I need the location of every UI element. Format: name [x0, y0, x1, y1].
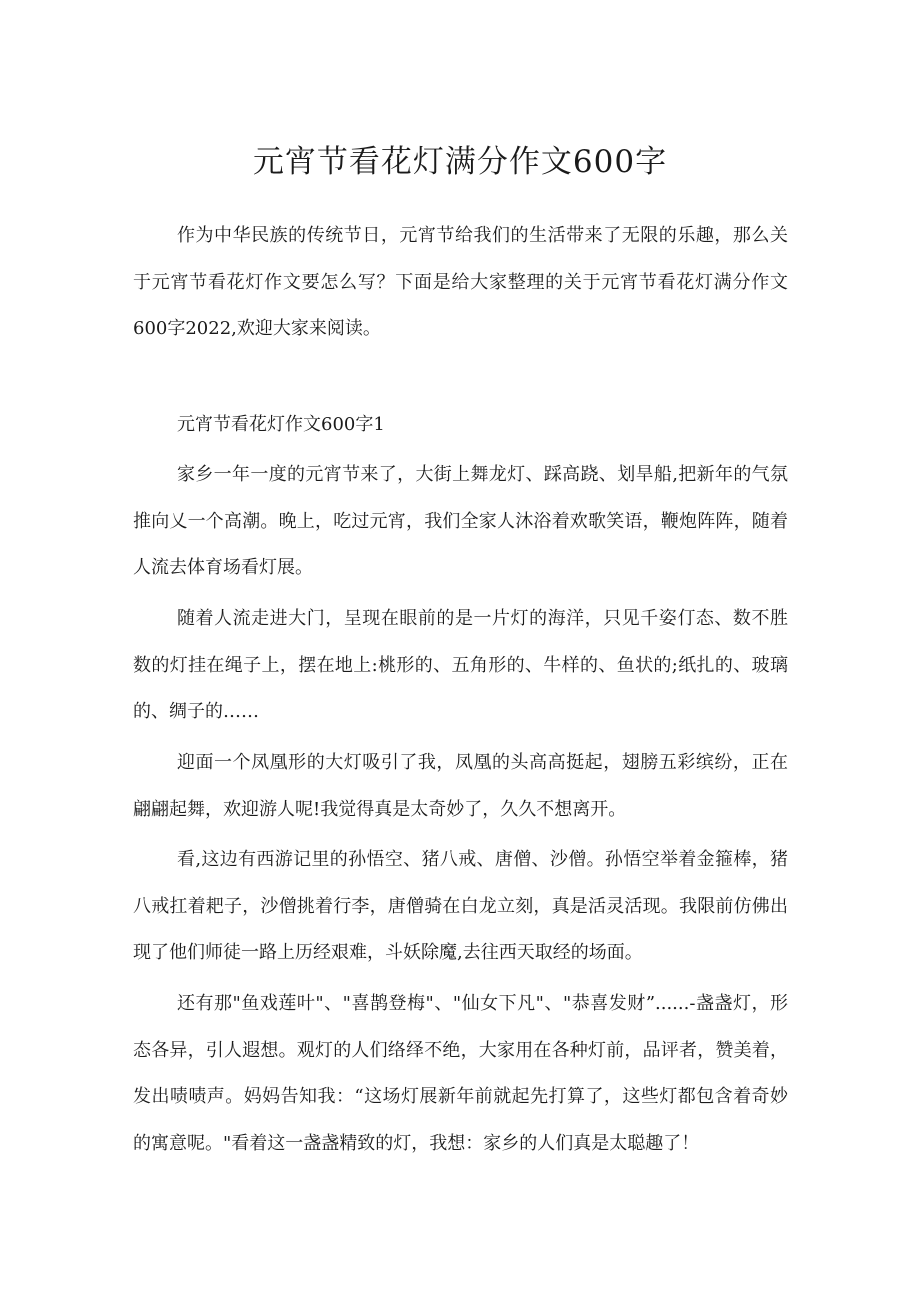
intro-paragraph: 作为中华民族的传统节日，元宵节给我们的生活带来了无限的乐趣，那么关于元宵节看花灯作文要怎么写？下面是给大家整理的关于元宵节看花灯满分作文600字2022,欢迎大家来阅读。	[133, 225, 788, 339]
section-subheading: 元宵节看花灯作文600字1	[177, 414, 385, 435]
essay-paragraph-4: 看,这边有西游记里的孙悟空、猪八戒、唐僧、沙僧。孙悟空举着金箍棒，猪八戒扛着耙子，沙僧挑着行李，唐僧骑在白龙立刻，真是活灵活现。我限前仿佛出现了他们师徒一路上历经艰难，斗妖除魔,去往西天取经的场面。	[133, 849, 788, 963]
essay-paragraph-2: 随着人流走进大门，呈现在眼前的是一片灯的海洋，只见千姿仃态、数不胜数的灯挂在绳子上，摆在地上:桃形的、五角形的、牛样的、鱼状的;纸扎的、玻璃的、绸子的……	[133, 608, 788, 722]
essay-paragraph-5: 还有那"鱼戏莲叶"、"喜鹊登梅"、"仙女下凡"、"恭喜发财”......-盏盏灯，形态各异，引人遐想。观灯的人们络绎不绝，大家用在各种灯前，品评者，赞美着，发出啧啧声。妈妈告知我：“这场灯展新年前就起先打算了，这些灯都包含着奇妙的寓意呢。"看着这一盏盏精致的灯，我想：家乡的人们真是太聪趣了！	[133, 993, 788, 1154]
essay-paragraph-1: 家乡一年一度的元宵节来了，大街上舞龙灯、踩高跷、划旱船,把新年的气氛推向乂一个高潮。晚上，吃过元宵，我们全家人沐浴着欢歌笑语，鞭炮阵阵，随着人流去体育场看灯展。	[133, 464, 788, 578]
page-title: 元宵节看花灯满分作文600字	[252, 144, 668, 180]
essay-paragraph-3: 迎面一个凤凰形的大灯吸引了我，凤凰的头高高挺起，翅膀五彩缤纷，正在翩翩起舞，欢迎游人呢!我觉得真是太奇妙了，久久不想离开。	[133, 752, 788, 820]
